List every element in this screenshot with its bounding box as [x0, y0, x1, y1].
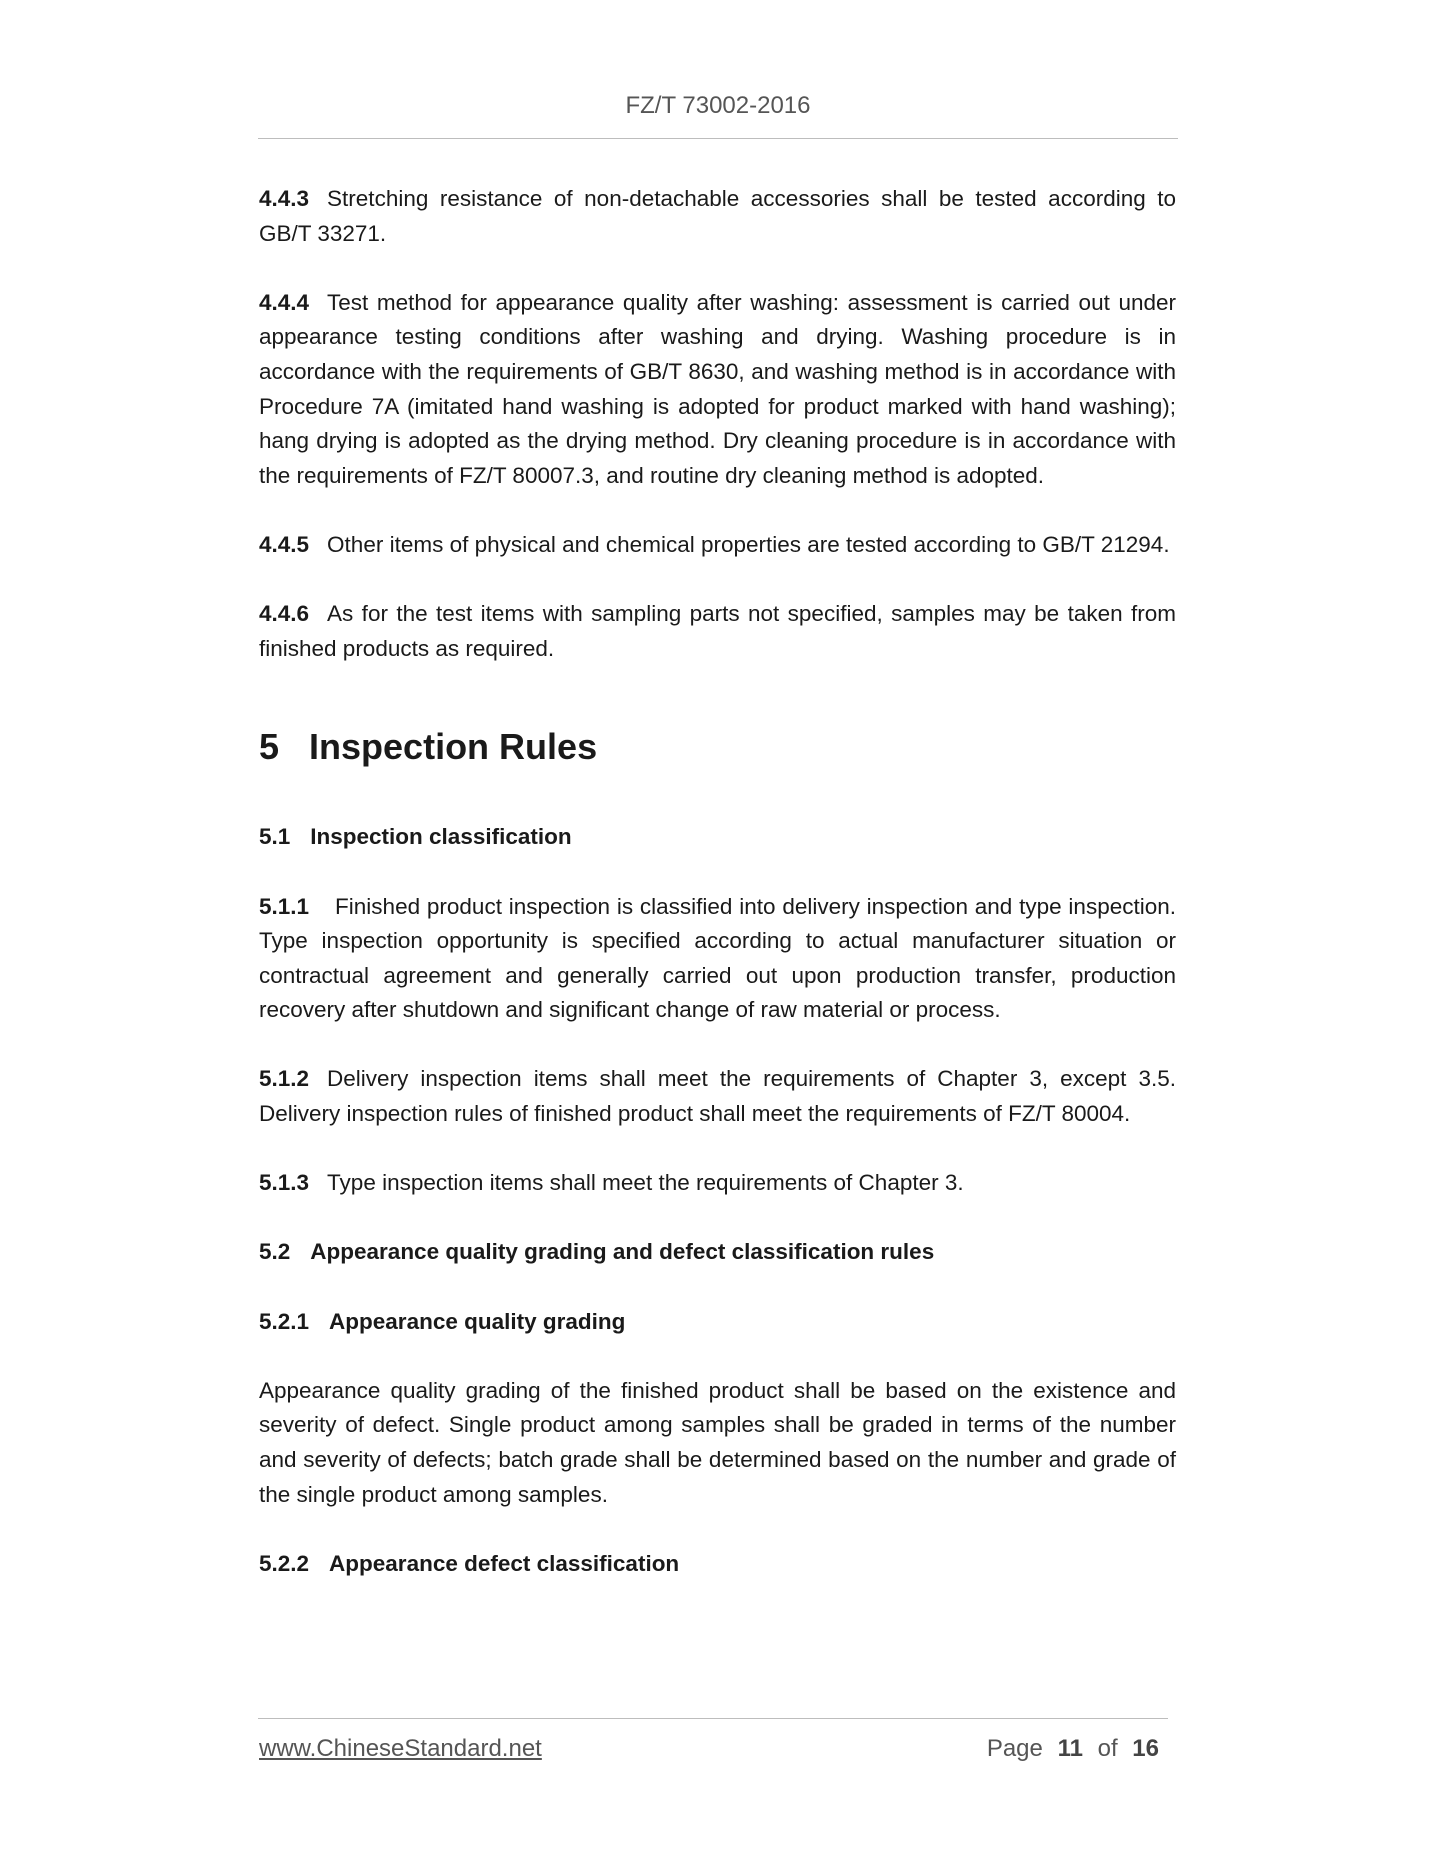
clause-number: 4.4.4 — [259, 289, 310, 315]
section-5-2-heading — [259, 1235, 1176, 1270]
clause-4-4-3 — [259, 182, 1176, 251]
clause-4-4-4 — [259, 286, 1176, 494]
website-link[interactable]: www.ChineseStandard.net — [259, 1735, 542, 1762]
section-5-1-heading — [259, 820, 1176, 855]
current-page-number: 11 — [1057, 1735, 1083, 1762]
chapter-number: 5 — [259, 726, 280, 768]
footer-divider — [258, 1718, 1168, 1719]
of-word: of — [1097, 1735, 1118, 1762]
clause-5-1-2 — [259, 1062, 1176, 1131]
clause-text: Type inspection items shall meet the requirements of Chapter 3. — [327, 1170, 964, 1196]
clause-text: Delivery inspection items shall meet the requirements of Chapter 3, except 3.5. Delivery inspection rules of finished product shall meet the requirements of FZ/T 80004. — [259, 1066, 1176, 1127]
clause-5-1-1 — [259, 890, 1176, 1028]
section-number: 5.2.1 — [259, 1308, 310, 1334]
clause-5-1-3 — [259, 1166, 1176, 1201]
clause-text: Finished product inspection is classified into delivery inspection and type inspection. Type inspection opportunity is specified according to actual manufacturer situation or contractual agreement and generally carried out upon production transfer, production recovery after shutdown and significant change of raw material or process. — [259, 893, 1176, 1023]
clause-text: Test method for appearance quality after washing: assessment is carried out under appearance testing conditions after washing and drying. Washing procedure is in accordance with the requirements of GB/T 8630, and washing method is in accordance with Procedure 7A (imitated hand washing is adopted for product marked with hand washing); hang drying is adopted as the drying method. Dry cleaning procedure is in accordance with the requirements of FZ/T 80007.3, and routine dry cleaning method is adopted. — [259, 289, 1176, 488]
section-number: 5.2.2 — [259, 1550, 310, 1576]
clause-text: As for the test items with sampling parts not specified, samples may be taken from finished products as required. — [259, 601, 1176, 661]
page-content — [259, 182, 1176, 1616]
clause-number: 4.4.3 — [259, 186, 310, 211]
section-number: 5.2 — [259, 1239, 291, 1265]
section-5-2-1-heading — [259, 1305, 1176, 1340]
section-5-2-1-body: Appearance quality grading of the finished product shall be based on the existence and severity of defect. Single product among samples shall be graded in terms of the number and severity of defects; batch grade shall be determined based on the number and grade of the single product among samples. — [259, 1377, 1176, 1507]
section-title: Appearance quality grading — [329, 1308, 626, 1334]
clause-4-4-5 — [259, 528, 1176, 563]
document-code-header: FZ/T 73002-2016 — [625, 92, 811, 119]
clause-number: 4.4.5 — [259, 531, 310, 557]
clause-text: Other items of physical and chemical properties are tested according to GB/T 21294. — [327, 531, 1170, 557]
clause-number: 4.4.6 — [259, 601, 310, 627]
page-indicator — [987, 1735, 1167, 1763]
section-title: Inspection classification — [310, 824, 572, 850]
section-title: Appearance defect classification — [329, 1550, 680, 1576]
chapter-5-heading — [259, 726, 1176, 768]
section-number: 5.1 — [259, 824, 291, 850]
clause-number: 5.1.1 — [259, 893, 310, 919]
clause-4-4-6 — [259, 597, 1176, 666]
clause-number: 5.1.2 — [259, 1066, 310, 1092]
clause-number: 5.1.3 — [259, 1170, 310, 1196]
section-title: Appearance quality grading and defect classification rules — [310, 1239, 935, 1265]
header-divider — [258, 138, 1178, 139]
clause-text: Stretching resistance of non-detachable accessories shall be tested according to GB/T 33271. — [259, 186, 1176, 246]
section-5-2-2-heading — [259, 1547, 1176, 1582]
page-word: Page — [986, 1735, 1043, 1762]
total-pages-number: 16 — [1132, 1735, 1159, 1762]
chapter-title: Inspection Rules — [309, 726, 598, 768]
